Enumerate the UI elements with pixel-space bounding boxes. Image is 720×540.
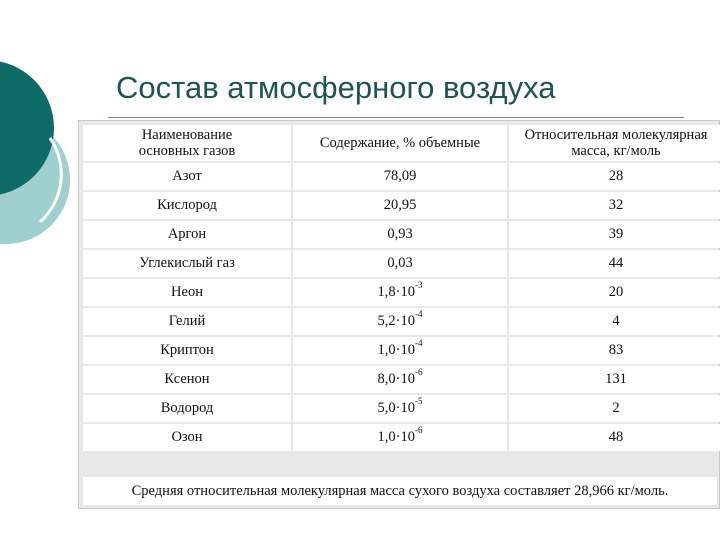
table-header-row (83, 125, 720, 161)
gas-name-cell: Водород (83, 395, 291, 422)
gas-name-cell: Гелий (83, 308, 291, 335)
gas-composition-table (78, 120, 720, 509)
gas-name-cell: Ксенон (83, 366, 291, 393)
gas-name-cell: Неон (83, 279, 291, 306)
mass-cell: 39 (509, 221, 720, 248)
content-cell (293, 366, 507, 393)
content-exponent: -4 (414, 309, 423, 319)
header-gas-name-line1: Наименование (141, 127, 233, 143)
mass-cell: 32 (509, 192, 720, 219)
table-row (83, 424, 720, 451)
mass-cell: 2 (509, 395, 720, 422)
mass-cell: 4 (509, 308, 720, 335)
table-row (83, 250, 720, 277)
content-cell (293, 250, 507, 277)
gas-name-cell: Кислород (83, 192, 291, 219)
header-molar-mass-line1: Относительная молекулярная (524, 127, 708, 143)
content-value: 0,03 (387, 255, 413, 271)
table-row (83, 366, 720, 393)
gas-name-cell: Углекислый газ (83, 250, 291, 277)
table-row (83, 308, 720, 335)
table-row (83, 221, 720, 248)
table-row (83, 163, 720, 190)
mass-cell: 83 (509, 337, 720, 364)
table-footer-note: Средняя относительная молекулярная масса сухого воздуха составляет 28,966 кг/моль. (83, 477, 717, 505)
header-content-line1: Содержание, % объемные (319, 135, 481, 151)
content-cell (293, 221, 507, 248)
content-cell (293, 395, 507, 422)
mass-cell: 131 (509, 366, 720, 393)
content-exponent: -4 (414, 338, 423, 348)
content-value: 78,09 (383, 168, 417, 184)
header-gas-name (83, 125, 291, 161)
slide-title: Состав атмосферного воздуха (116, 70, 556, 105)
content-value: 1,8·10 (377, 284, 415, 300)
content-exponent: -3 (414, 280, 423, 290)
table-row (83, 279, 720, 306)
content-cell (293, 163, 507, 190)
content-exponent: -5 (414, 396, 423, 406)
decorative-circles (0, 0, 90, 540)
content-exponent: -6 (414, 367, 423, 377)
content-cell (293, 337, 507, 364)
mass-cell: 48 (509, 424, 720, 451)
header-molar-mass-line2: масса, кг/моль (571, 143, 661, 159)
content-value: 8,0·10 (377, 371, 415, 387)
content-cell (293, 308, 507, 335)
content-exponent: -6 (414, 425, 423, 435)
content-value: 5,2·10 (377, 313, 415, 329)
table-row (83, 395, 720, 422)
mass-cell: 20 (509, 279, 720, 306)
title-divider (108, 117, 684, 118)
content-value: 1,0·10 (377, 342, 415, 358)
content-value: 1,0·10 (377, 429, 415, 445)
table-row (83, 192, 720, 219)
gas-name-cell: Криптон (83, 337, 291, 364)
gas-name-cell: Азот (83, 163, 291, 190)
content-cell (293, 424, 507, 451)
content-value: 20,95 (383, 197, 417, 213)
gas-name-cell: Озон (83, 424, 291, 451)
content-value: 5,0·10 (377, 400, 415, 416)
gas-name-cell: Аргон (83, 221, 291, 248)
content-value: 0,93 (387, 226, 413, 242)
header-molar-mass (509, 125, 720, 161)
content-cell (293, 192, 507, 219)
content-cell (293, 279, 507, 306)
header-content (293, 125, 507, 161)
table-row (83, 337, 720, 364)
header-gas-name-line2: основных газов (138, 143, 236, 159)
mass-cell: 28 (509, 163, 720, 190)
mass-cell: 44 (509, 250, 720, 277)
